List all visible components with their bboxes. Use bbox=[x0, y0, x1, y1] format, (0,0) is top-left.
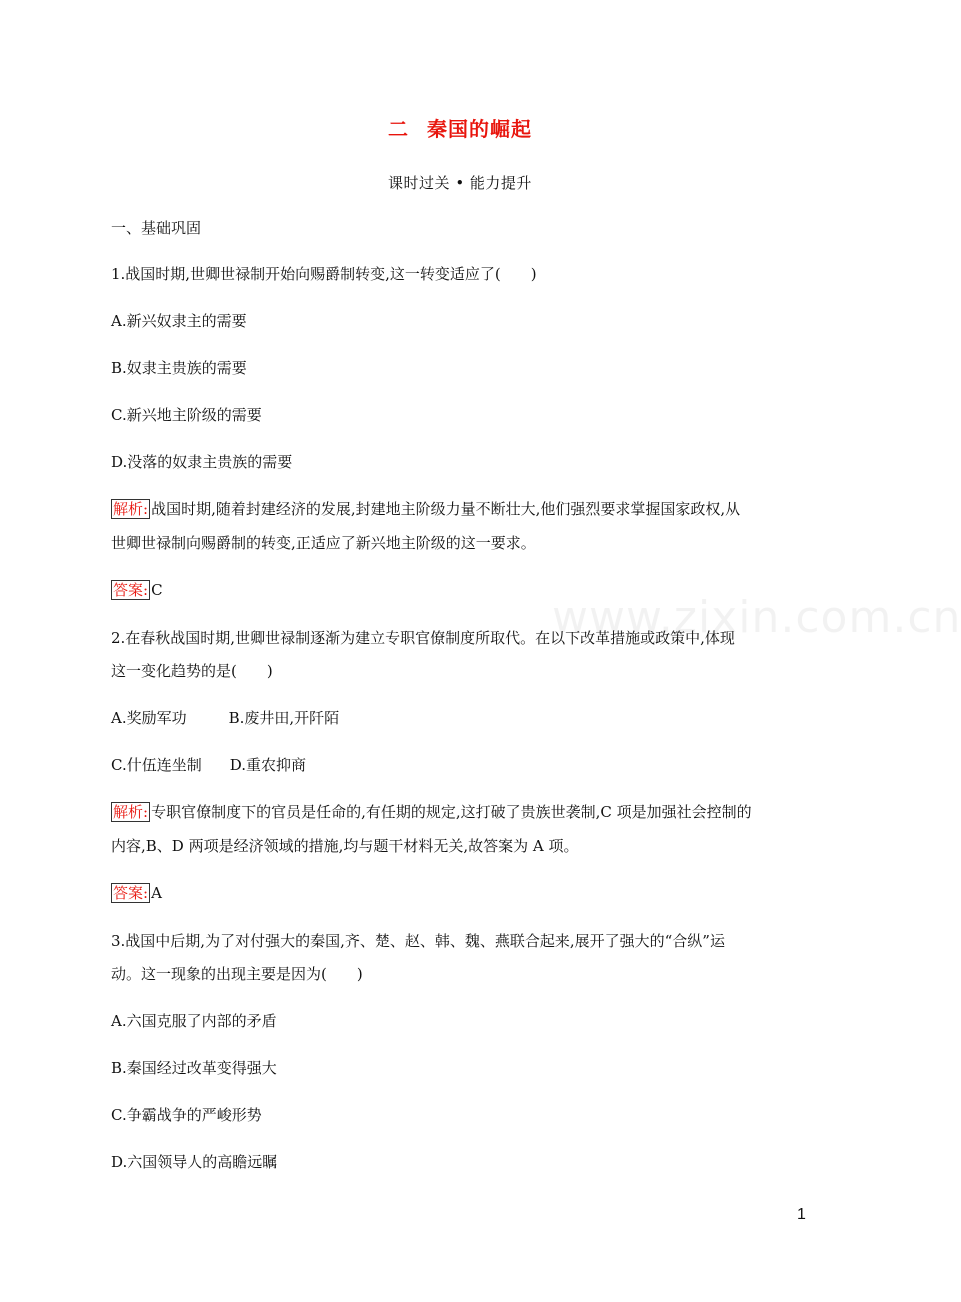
q2-option-c: C.什伍连坐制 bbox=[111, 756, 202, 774]
section-heading: 一、基础巩固 bbox=[111, 219, 202, 237]
q1-option-b: B.奴隶主贵族的需要 bbox=[111, 359, 247, 377]
q1-analysis-text-2: 世卿世禄制向赐爵制的转变,正适应了新兴地主阶级的这一要求。 bbox=[111, 534, 536, 552]
q1-option-d: D.没落的奴隶主贵族的需要 bbox=[111, 453, 293, 471]
q2-analysis-text-2: 内容,B、D 两项是经济领域的措施,均与题干材料无关,故答案为 A 项。 bbox=[111, 837, 579, 855]
q3-option-b: B.秦国经过改革变得强大 bbox=[111, 1059, 277, 1077]
answer-label: 答案: bbox=[113, 884, 149, 902]
q2-answer-value: A bbox=[151, 884, 162, 902]
watermark: www.zixin.com.cn bbox=[552, 592, 961, 643]
q2-stem-2: 这一变化趋势的是( ) bbox=[111, 662, 273, 680]
q3-stem-2: 动。这一现象的出现主要是因为( ) bbox=[111, 965, 363, 983]
q3-stem-1: 3.战国中后期,为了对付强大的秦国,齐、楚、赵、韩、魏、燕联合起来,展开了强大的“合纵”运 bbox=[111, 932, 725, 950]
q2-options-row-1 bbox=[111, 708, 339, 728]
page-title bbox=[0, 113, 920, 142]
title-number: 二 bbox=[388, 117, 409, 141]
q1-analysis bbox=[111, 499, 740, 519]
q2-options-row-2 bbox=[111, 755, 306, 775]
q2-answer bbox=[111, 883, 162, 903]
title-text: 秦国的崛起 bbox=[427, 117, 532, 141]
q1-option-c: C.新兴地主阶级的需要 bbox=[111, 406, 262, 424]
analysis-label: 解析: bbox=[113, 500, 149, 518]
q2-option-d: D.重农抑商 bbox=[229, 756, 306, 774]
q1-analysis-text-1: 战国时期,随着封建经济的发展,封建地主阶级力量不断壮大,他们强烈要求掌握国家政权,从 bbox=[151, 500, 741, 518]
q1-answer-value: C bbox=[151, 581, 163, 599]
q2-option-b: B.废井田,开阡陌 bbox=[228, 709, 340, 727]
q2-stem-1: 2.在春秋战国时期,世卿世禄制逐渐为建立专职官僚制度所取代。在以下改革措施或政策中,体现 bbox=[111, 629, 735, 647]
subtitle: 课时过关 • 能力提升 bbox=[388, 174, 532, 192]
q2-option-a: A.奖励军功 bbox=[111, 709, 187, 727]
q2-analysis-text-1: 专职官僚制度下的官员是任命的,有任期的规定,这打破了贵族世袭制,C 项是加强社会控制的 bbox=[151, 803, 752, 821]
q1-answer bbox=[111, 580, 163, 600]
q3-option-c: C.争霸战争的严峻形势 bbox=[111, 1106, 262, 1124]
q3-option-a: A.六国克服了内部的矛盾 bbox=[111, 1012, 277, 1030]
q1-option-a: A.新兴奴隶主的需要 bbox=[111, 312, 247, 330]
q2-analysis bbox=[111, 802, 752, 822]
q3-option-d: D.六国领导人的高瞻远瞩 bbox=[111, 1153, 278, 1171]
analysis-label: 解析: bbox=[113, 803, 149, 821]
answer-label: 答案: bbox=[113, 581, 149, 599]
page-number: 1 bbox=[797, 1206, 806, 1223]
q1-stem: 1.战国时期,世卿世禄制开始向赐爵制转变,这一转变适应了( ) bbox=[111, 265, 537, 283]
